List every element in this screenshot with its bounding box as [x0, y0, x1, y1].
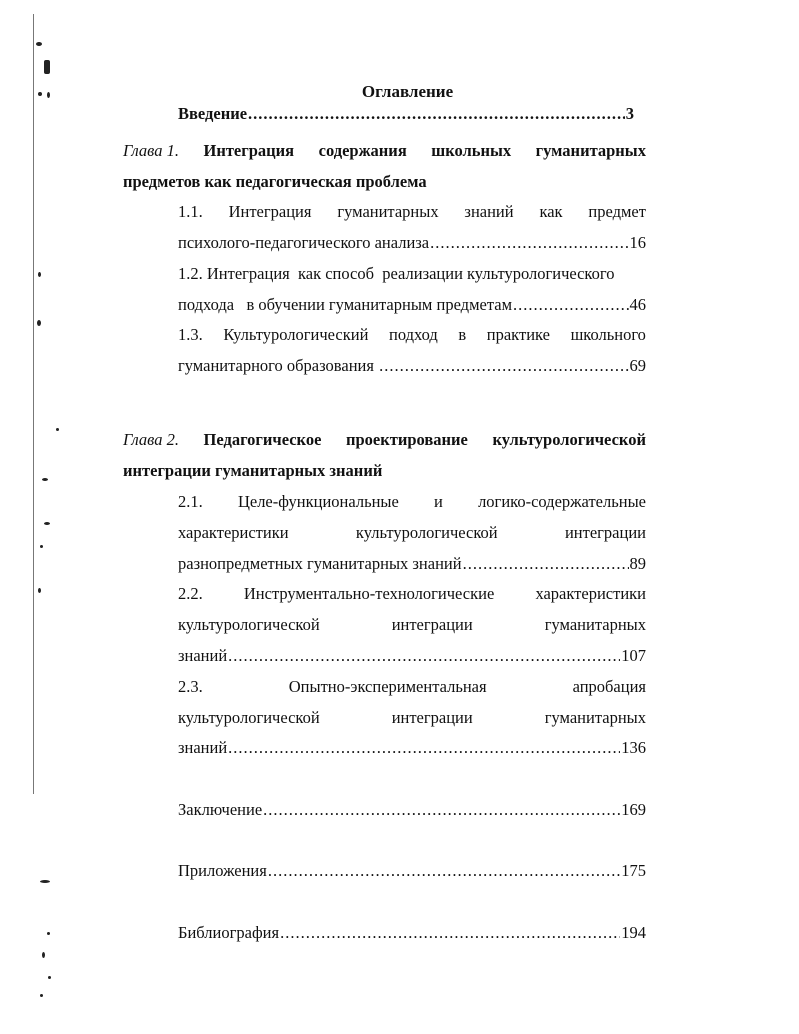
- toc-entry-page: 46: [629, 295, 646, 314]
- section-word: гуманитарных: [544, 615, 646, 634]
- chapter-title-word: Педагогическое: [203, 430, 322, 449]
- section-word: Целе-функциональные: [237, 492, 399, 511]
- section-word: культурологической: [178, 615, 320, 634]
- scan-margin-line: [33, 14, 34, 794]
- chapter-title-word: школьных: [431, 141, 512, 160]
- toc-entry-2-2-line2[interactable]: [178, 615, 646, 635]
- dot-leader: [430, 233, 628, 253]
- toc-entry-2-3[interactable]: [178, 677, 646, 697]
- section-word: школьного: [570, 325, 646, 344]
- section-word: предмет: [588, 202, 646, 221]
- section-word: интеграции: [564, 523, 646, 542]
- dot-leader: [228, 738, 620, 758]
- chapter-prefix: Глава 1.: [123, 141, 179, 160]
- toc-entry-page: 194: [621, 923, 646, 942]
- toc-entry-1-1[interactable]: [178, 202, 646, 222]
- toc-entry-label: Приложения: [178, 861, 267, 880]
- section-word: подход: [389, 325, 438, 344]
- dot-leader: [263, 800, 620, 820]
- section-word: культурологической: [178, 708, 320, 727]
- chapter1-heading-line2: предметов как педагогическая проблема: [123, 172, 427, 191]
- section-word: характеристики: [178, 523, 289, 542]
- toc-entry-page: 169: [621, 800, 646, 819]
- scan-speck: [40, 545, 43, 548]
- section-word: Опытно-экспериментальная: [288, 677, 487, 696]
- page-title: [0, 82, 799, 102]
- scan-speck: [38, 272, 41, 277]
- toc-entry-page: 16: [629, 233, 646, 252]
- scan-speck: [36, 42, 42, 46]
- toc-entry-2-3-line3[interactable]: [178, 738, 646, 758]
- section-word: 2.1.: [178, 492, 203, 511]
- section-word: апробация: [572, 677, 646, 696]
- dot-leader: [513, 295, 628, 315]
- chapter-title-word: гуманитарных: [535, 141, 646, 160]
- toc-entry-page: 69: [629, 356, 646, 375]
- section-word: практике: [486, 325, 550, 344]
- section-word: Культурологический: [223, 325, 369, 344]
- chapter-title-word: содержания: [318, 141, 407, 160]
- scan-speck: [44, 60, 50, 74]
- toc-entry-page: 107: [621, 646, 646, 665]
- scan-speck: [42, 952, 45, 958]
- toc-entry-label: Введение: [178, 104, 248, 123]
- dot-leader: [268, 861, 620, 881]
- chapter-title-word: Интеграция: [203, 141, 295, 160]
- toc-entry-conclusion[interactable]: [178, 800, 646, 820]
- toc-entry-1-1-line2[interactable]: [178, 233, 646, 253]
- section-word: характеристики: [535, 584, 646, 603]
- toc-entry-label: знаний: [178, 646, 228, 665]
- scan-speck: [40, 994, 43, 997]
- page-title-text: Оглавление: [361, 82, 454, 101]
- toc-entry-page: 136: [621, 738, 646, 757]
- scan-speck: [37, 320, 41, 326]
- toc-entry-2-1-line2[interactable]: [178, 523, 646, 543]
- section-word: 2.3.: [178, 677, 203, 696]
- chapter2-heading-line2: интеграции гуманитарных знаний: [123, 461, 383, 480]
- section-word: знаний: [464, 202, 514, 221]
- section-word: Интеграция: [228, 202, 312, 221]
- toc-entry-bibliography[interactable]: [178, 923, 646, 943]
- section-word: и: [434, 492, 443, 511]
- chapter-title-word: культурологической: [492, 430, 646, 449]
- chapter-prefix: Глава 2.: [123, 430, 179, 449]
- toc-entry-label: знаний: [178, 738, 228, 757]
- toc-entry-1-2-line2[interactable]: [178, 295, 646, 315]
- scan-speck: [56, 428, 59, 431]
- section-word: Инструментально-технологические: [243, 584, 495, 603]
- section-word: 1.1.: [178, 202, 203, 221]
- scan-speck: [44, 522, 50, 525]
- toc-entry-label: Заключение: [178, 800, 263, 819]
- toc-entry-2-1-line3[interactable]: [178, 554, 646, 574]
- section-word: культурологической: [355, 523, 498, 542]
- toc-entry-page: 3: [625, 104, 634, 123]
- section-word: гуманитарных: [337, 202, 439, 221]
- dot-leader: [248, 104, 625, 124]
- toc-entry-intro[interactable]: [178, 104, 634, 124]
- toc-entry-label: разнопредметных гуманитарных знаний: [178, 554, 462, 573]
- chapter1-heading[interactable]: [123, 141, 646, 161]
- toc-entry-page: 89: [629, 554, 646, 573]
- section-word: в: [458, 325, 467, 344]
- toc-entry-label: гуманитарного образования: [178, 356, 379, 375]
- toc-entry-2-3-line2[interactable]: [178, 708, 646, 728]
- section-word: как: [539, 202, 563, 221]
- toc-entry-1-2[interactable]: 1.2. Интеграция как способ реализации культурологического: [178, 264, 615, 283]
- dot-leader: [280, 923, 620, 943]
- toc-entry-label: подхода в обучении гуманитарным предметам: [178, 295, 513, 314]
- scan-speck: [40, 880, 50, 883]
- dot-leader: [228, 646, 620, 666]
- toc-entry-1-3-line2[interactable]: [178, 356, 646, 376]
- toc-entry-label: Библиография: [178, 923, 280, 942]
- scan-speck: [48, 976, 51, 979]
- section-word: гуманитарных: [544, 708, 646, 727]
- toc-entry-1-3[interactable]: [178, 325, 646, 345]
- dot-leader: [379, 356, 628, 376]
- dot-leader: [463, 554, 629, 574]
- section-word: логико-содержательные: [478, 492, 646, 511]
- chapter-title-word: проектирование: [345, 430, 468, 449]
- toc-entry-page: 175: [621, 861, 646, 880]
- section-word: интеграции: [391, 708, 473, 727]
- scan-speck: [42, 478, 48, 481]
- section-word: интеграции: [391, 615, 473, 634]
- toc-entry-label: психолого-педагогического анализа: [178, 233, 430, 252]
- toc-entry-2-2-line3[interactable]: [178, 646, 646, 666]
- toc-entry-appendix[interactable]: [178, 861, 646, 881]
- section-word: 2.2.: [178, 584, 203, 603]
- section-word: 1.3.: [178, 325, 203, 344]
- toc-entry-2-1[interactable]: [178, 492, 646, 512]
- scan-speck: [38, 588, 41, 593]
- chapter2-heading[interactable]: [123, 430, 646, 450]
- toc-entry-2-2[interactable]: [178, 584, 646, 604]
- scan-speck: [47, 932, 50, 935]
